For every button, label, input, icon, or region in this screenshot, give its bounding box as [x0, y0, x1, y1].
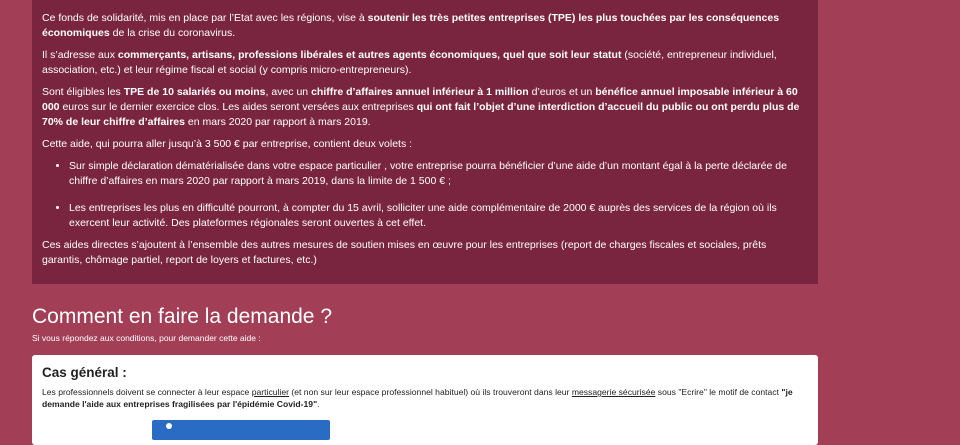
text-bold: TPE de 10 salariés ou moins	[123, 86, 266, 98]
text-bold: bénéfice annuel imposable inférieur à 60 000	[42, 86, 798, 113]
text-bold: soutenir les très petites entreprises (TPE) les plus touchées par les conséquences économiques	[42, 12, 780, 39]
text: sous "Ecrire" le motif de contact	[655, 387, 782, 397]
text: (et non sur leur espace professionnel habituel) où ils trouveront dans leur	[289, 387, 572, 397]
text: .	[317, 399, 320, 409]
bullet-list	[42, 159, 808, 231]
text: , avec un	[265, 86, 312, 98]
text: Sont éligibles les	[42, 86, 124, 98]
action-button[interactable]	[152, 420, 330, 440]
text: de la crise du coronavirus.	[109, 27, 236, 39]
text: euros sur le dernier exercice clos. Les aides seront versées aux entreprises	[59, 101, 417, 113]
card-text	[42, 386, 808, 410]
text: (société, entrepreneur individuel, association, etc.) et leur régime fiscal et social (y compris micro-entrepreneurs).	[42, 49, 777, 76]
intro-paragraph-1	[42, 11, 808, 41]
section-subtitle: Si vous répondez aux conditions, pour demander cette aide :	[32, 333, 261, 343]
text: Il s’adresse aux	[42, 49, 118, 61]
text-bold: qui ont fait l’objet d’une interdiction d’accueil du public ou ont perdu plus de 70% de leur chiffre d’affaires	[42, 101, 800, 128]
text-bold: chiffre d’affaires annuel inférieur à 1 million	[311, 86, 529, 98]
text: d’euros et un	[528, 86, 596, 98]
text-bold: "je demande l'aide aux entreprises fragilisées par l'épidémie Covid-19"	[42, 387, 793, 409]
intro-paragraph-2	[42, 48, 808, 78]
messagerie-securisee-link[interactable]: messagerie sécurisée	[571, 387, 656, 397]
text: Ce fonds de solidarité, mis en place par l’Etat avec les régions, vise à	[42, 12, 368, 24]
intro-paragraph-4: Cette aide, qui pourra aller jusqu’à 3 500 € par entreprise, contient deux volets :	[42, 138, 413, 150]
intro-paragraph-5: Ces aides directes s’ajoutent à l’ensemble des autres mesures de soutien mises en œuvre pour les entreprises (report de charges fiscales et sociales, prêts garantis, chômage partiel, report de loyers et factures, etc.)	[42, 239, 767, 266]
section-title: Comment en faire la demande ?	[32, 305, 332, 328]
list-item: • Sur simple déclaration dématérialisée dans votre espace particulier , votre entreprise pourra bénéficier d’une aide d’un montant égal à la perte déclarée de chiffre d’affaires en mars 2020 par rapport à mars 2019, dans la limite de 1 500 € ;	[69, 159, 808, 189]
info-box	[32, 0, 818, 284]
button-icon	[166, 423, 172, 429]
general-case-card	[32, 355, 818, 445]
text-bold: commerçants, artisans, professions libérales et autres agents économiques, quel que soit leur statut	[117, 49, 622, 61]
list-item: • Les entreprises les plus en difficulté pourront, à compter du 15 avril, solliciter une aide complémentaire de 2000 € auprès des services de la région où ils exercent leur activité. Des plateformes régionales seront ouvertes à cet effet.	[69, 201, 808, 231]
text: en mars 2020 par rapport à mars 2019.	[184, 116, 371, 128]
card-title: Cas général :	[42, 365, 127, 380]
particulier-link[interactable]: particulier	[251, 387, 289, 397]
intro-paragraph-3	[42, 85, 808, 130]
text: Les professionnels doivent se connecter à leur espace	[42, 387, 252, 397]
